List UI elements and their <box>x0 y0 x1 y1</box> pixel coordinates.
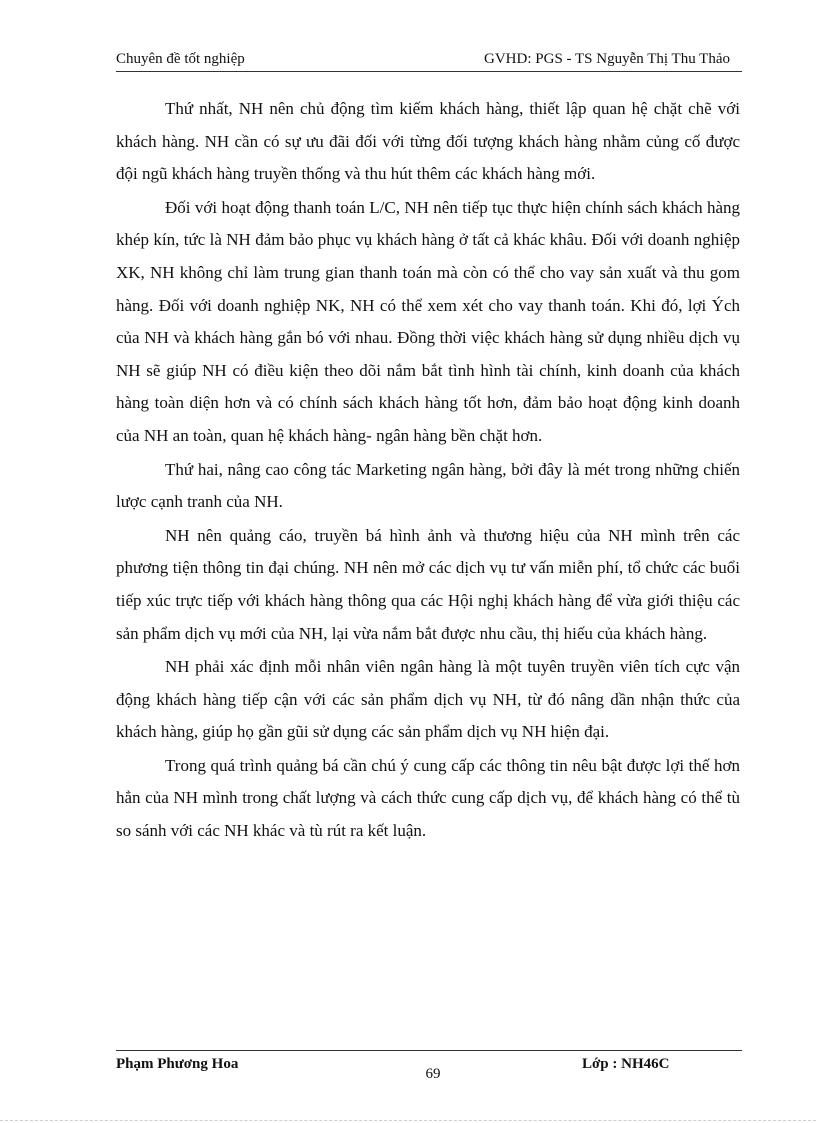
paragraph-5: NH phải xác định mỗi nhân viên ngân hàng là một tuyên truyền viên tích cực vận động khách hàng tiếp cận với các sản phẩm dịch vụ NH, từ đó nâng dần nhận thức của khách hàng, giúp họ gần gũi sử dụng các sản phẩm dịch vụ NH hiện đại. <box>116 657 740 742</box>
footer-divider <box>116 1050 742 1051</box>
paragraph-1: Thứ nhất, NH nên chủ động tìm kiếm khách hàng, thiết lập quan hệ chặt chẽ với khách hàng. NH cần có sự ưu đãi đối với từng đối tượng khách hàng nhằm củng cố được đội ngũ khách hàng truyền thống và thu hút thêm các khách hàng mới. <box>116 99 740 184</box>
footer-author: Phạm Phương Hoa <box>116 1056 239 1072</box>
page-body <box>116 93 740 849</box>
paragraph-2: Đối với hoạt động thanh toán L/C, NH nên tiếp tục thực hiện chính sách khách hàng khép kín, tức là NH đảm bảo phục vụ khách hàng ở tất cả khác khâu. Đối với doanh nghiệp XK, NH không chỉ làm trung gian thanh toán mà còn có thể cho vay sản xuất và thu gom hàng. Đối với doanh nghiệp NK, NH có thể xem xét cho vay thanh toán. Khi đó, lợi Ých của NH và khách hàng gắn bó với nhau. Đồng thời việc khách hàng sử dụng nhiều dịch vụ NH sẽ giúp NH có điều kiện theo dõi nắm bắt tình hình tài chính, kinh doanh của khách hàng toàn diện hơn và có chính sách khách hàng tốt hơn, đảm bảo hoạt động kinh doanh của NH an toàn, quan hệ khách hàng- ngân hàng bền chặt hơn. <box>116 197 740 445</box>
header-supervisor: GVHD: PGS - TS Nguyễn Thị Thu Thảo <box>484 51 730 67</box>
header-document-type: Chuyên đề tốt nghiệp <box>116 51 245 67</box>
page-bottom-edge <box>0 1120 816 1121</box>
paragraph-4: NH nên quảng cáo, truyền bá hình ảnh và thương hiệu của NH mình trên các phương tiện thông tin đại chúng. NH nên mở các dịch vụ tư vấn miễn phí, tổ chức các buổi tiếp xúc trực tiếp với khách hàng thông qua các Hội nghị khách hàng để vừa giới thiệu các sản phẩm dịch vụ mới của NH, lại vừa nắm bắt được nhu cầu, thị hiếu của khách hàng. <box>116 525 740 643</box>
footer-class: Lớp : NH46C <box>582 1056 670 1072</box>
page-header <box>116 47 742 72</box>
paragraph-6: Trong quá trình quảng bá cần chú ý cung cấp các thông tin nêu bật được lợi thế hơn hẳn của NH mình trong chất lượng và cách thức cung cấp dịch vụ, để khách hàng có thể tù so sánh với các NH khác và tù rút ra kết luận. <box>116 755 740 841</box>
page-number: 69 <box>425 1066 441 1082</box>
paragraph-3: Thứ hai, nâng cao công tác Marketing ngân hàng, bởi đây là mét trong những chiến lược cạnh tranh của NH. <box>116 459 740 512</box>
